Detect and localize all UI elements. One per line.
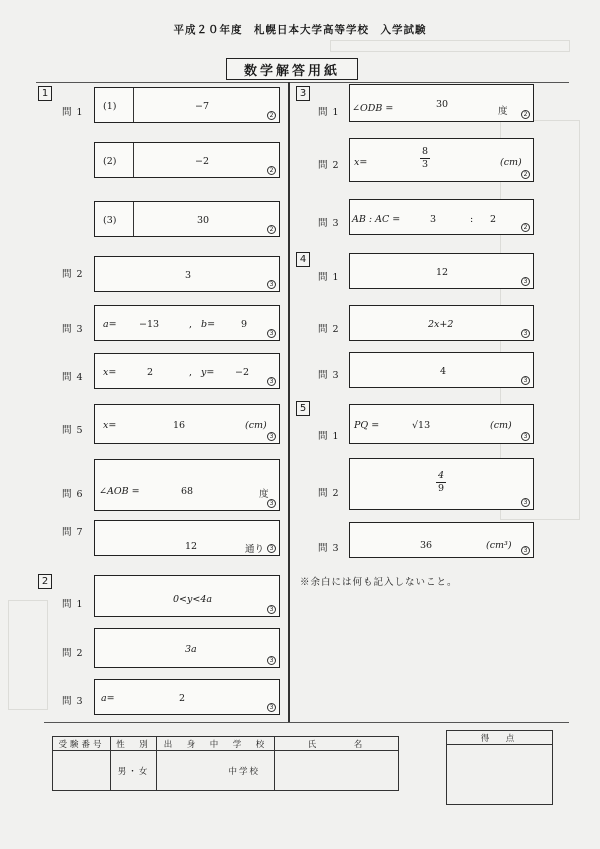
x-label: x= <box>354 157 368 168</box>
y-value: −2 <box>235 367 250 378</box>
s5-q1-label: 問 1 <box>318 431 340 442</box>
s2-q2-answer-box[interactable] <box>94 628 280 668</box>
b-label: b= <box>201 319 216 330</box>
a-label: a= <box>103 319 117 330</box>
answer-value: 36 <box>420 540 433 551</box>
points-mark: 3 <box>267 432 276 441</box>
points-mark: 3 <box>521 498 530 507</box>
unit-label: (cm) <box>245 420 267 431</box>
s1-q7-answer-box[interactable] <box>94 520 280 556</box>
s1-q4-label: 問 4 <box>62 372 84 383</box>
s4-q3-label: 問 3 <box>318 370 340 381</box>
points-mark: 3 <box>267 377 276 386</box>
answer-value: 16 <box>173 420 186 431</box>
gender-field[interactable]: 男・女 <box>111 751 157 791</box>
s1-q2-label: 問 2 <box>62 269 84 280</box>
section-1-number: 1 <box>38 86 52 101</box>
show-through-mark <box>330 40 570 52</box>
angle-prefix: ∠ODB = <box>352 103 394 114</box>
ratio-right: 2 <box>490 214 497 225</box>
points-mark: 3 <box>267 656 276 665</box>
s1-q6-label: 問 6 <box>62 489 84 500</box>
x-value: 2 <box>147 367 154 378</box>
section-3-number: 3 <box>296 86 310 101</box>
school-field[interactable] <box>157 751 275 791</box>
s2-q3-label: 問 3 <box>62 696 84 707</box>
name-header: 氏 名 <box>275 737 399 751</box>
points-mark: 2 <box>521 170 530 179</box>
answer-value: −7 <box>195 101 210 112</box>
answer-value: −2 <box>195 156 210 167</box>
s2-q1-label: 問 1 <box>62 599 84 610</box>
show-through-mark <box>8 600 48 710</box>
answer-value: 4 <box>440 366 447 377</box>
unit-label: 度 <box>259 489 269 500</box>
s5-q3-label: 問 3 <box>318 543 340 554</box>
unit-label: (cm³) <box>486 540 512 551</box>
part-divider <box>133 202 134 236</box>
a-label: a= <box>101 693 115 704</box>
s4-q2-label: 問 2 <box>318 324 340 335</box>
s4-q2-answer-box[interactable] <box>349 305 534 341</box>
part-label: (3) <box>103 215 117 226</box>
s3-q3-answer-box[interactable] <box>349 199 534 235</box>
s5-q3-answer-box[interactable] <box>349 522 534 558</box>
exam-number-field[interactable] <box>53 751 111 791</box>
points-mark: 3 <box>521 329 530 338</box>
unit-label: 度 <box>498 106 508 117</box>
points-mark: 2 <box>267 111 276 120</box>
answer-value: 0<y<4a <box>173 594 213 605</box>
school-suffix: 中学校 <box>228 766 260 777</box>
fraction-denominator: 9 <box>437 482 445 494</box>
s4-q3-answer-box[interactable] <box>349 352 534 388</box>
s1-q3-label: 問 3 <box>62 324 84 335</box>
applicant-info-table <box>52 736 399 791</box>
unit-label: (cm) <box>490 420 512 431</box>
angle-prefix: ∠AOB = <box>99 486 140 497</box>
s3-q1-label: 問 1 <box>318 107 340 118</box>
points-mark: 3 <box>521 546 530 555</box>
sheet-title: 数学解答用紙 <box>226 58 358 80</box>
answer-value: 12 <box>436 267 449 278</box>
part-label: (1) <box>103 101 117 112</box>
answer-value: 3a <box>185 644 197 655</box>
section-5-number: 5 <box>296 401 310 416</box>
s1-q6-answer-box[interactable] <box>94 459 280 511</box>
s1-q4-answer-box[interactable] <box>94 353 280 389</box>
answer-value: 3 <box>185 270 192 281</box>
s2-q3-answer-box[interactable] <box>94 679 280 715</box>
unit-label: 通り <box>245 544 265 555</box>
s2-q1-answer-box[interactable] <box>94 575 280 617</box>
points-mark: 3 <box>267 499 276 508</box>
exam-number-header: 受験番号 <box>53 737 111 751</box>
s5-q1-answer-box[interactable] <box>349 404 534 444</box>
s1-q1-1-answer-box[interactable] <box>94 87 280 123</box>
points-mark: 3 <box>267 605 276 614</box>
answer-fraction <box>420 147 430 170</box>
points-mark: 3 <box>267 544 276 553</box>
fraction-denominator: 3 <box>421 158 429 170</box>
school-header: 出 身 中 学 校 <box>157 737 275 751</box>
y-label: y= <box>201 367 215 378</box>
name-field[interactable] <box>275 751 399 791</box>
points-mark: 3 <box>521 277 530 286</box>
exam-header: 平成２０年度 札幌日本大学高等学校 入学試験 <box>173 24 427 36</box>
points-mark: 3 <box>267 329 276 338</box>
fraction-numerator: 8 <box>421 146 429 157</box>
answer-value: 12 <box>185 541 198 552</box>
s4-q1-answer-box[interactable] <box>349 253 534 289</box>
points-mark: 3 <box>267 703 276 712</box>
s4-q1-label: 問 1 <box>318 272 340 283</box>
s1-q2-answer-box[interactable] <box>94 256 280 292</box>
s1-q1-label: 問 1 <box>62 107 84 118</box>
s1-q5-label: 問 5 <box>62 425 84 436</box>
length-prefix: PQ = <box>354 420 380 431</box>
s1-q1-2-answer-box[interactable] <box>94 142 280 178</box>
answer-value: √13 <box>412 420 431 431</box>
s5-q2-answer-box[interactable] <box>349 458 534 510</box>
b-value: 9 <box>241 319 248 330</box>
a-value: −13 <box>139 319 160 330</box>
points-mark: 2 <box>521 110 530 119</box>
part-label: (2) <box>103 156 117 167</box>
ratio-colon: : <box>470 214 474 225</box>
answer-value: 2 <box>179 693 186 704</box>
ratio-left: 3 <box>430 214 437 225</box>
part-divider <box>133 143 134 177</box>
unit-label: (cm) <box>500 157 522 168</box>
s5-q2-label: 問 2 <box>318 488 340 499</box>
s1-q5-answer-box[interactable] <box>94 404 280 444</box>
ratio-prefix: AB : AC = <box>352 214 401 225</box>
section-4-number: 4 <box>296 252 310 267</box>
separator: , <box>189 367 193 378</box>
x-label: x= <box>103 420 117 431</box>
separator: , <box>189 319 193 330</box>
points-mark: 3 <box>521 376 530 385</box>
score-table <box>446 730 553 805</box>
score-field[interactable] <box>447 745 553 805</box>
answer-value: 30 <box>436 99 449 110</box>
points-mark: 3 <box>267 280 276 289</box>
part-divider <box>133 88 134 122</box>
s2-q2-label: 問 2 <box>62 648 84 659</box>
points-mark: 3 <box>521 432 530 441</box>
section-2-number: 2 <box>38 574 52 589</box>
gender-header: 性 別 <box>111 737 157 751</box>
s1-q1-3-answer-box[interactable] <box>94 201 280 237</box>
bottom-rule <box>44 722 569 723</box>
s1-q7-label: 問 7 <box>62 527 84 538</box>
top-rule <box>36 82 569 83</box>
center-divider <box>288 82 290 722</box>
points-mark: 2 <box>521 223 530 232</box>
x-label: x= <box>103 367 117 378</box>
s3-q2-label: 問 2 <box>318 160 340 171</box>
s1-q3-answer-box[interactable] <box>94 305 280 341</box>
s3-q2-answer-box[interactable] <box>349 138 534 182</box>
answer-value: 2x+2 <box>428 319 454 330</box>
answer-value: 30 <box>197 215 210 226</box>
answer-fraction <box>436 471 446 494</box>
margin-note: ※余白には何も記入しないこと。 <box>300 577 458 588</box>
answer-value: 68 <box>181 486 194 497</box>
score-header: 得 点 <box>447 731 553 745</box>
points-mark: 2 <box>267 166 276 175</box>
s3-q3-label: 問 3 <box>318 218 340 229</box>
fraction-numerator: 4 <box>437 470 445 481</box>
points-mark: 2 <box>267 225 276 234</box>
s3-q1-answer-box[interactable] <box>349 84 534 122</box>
